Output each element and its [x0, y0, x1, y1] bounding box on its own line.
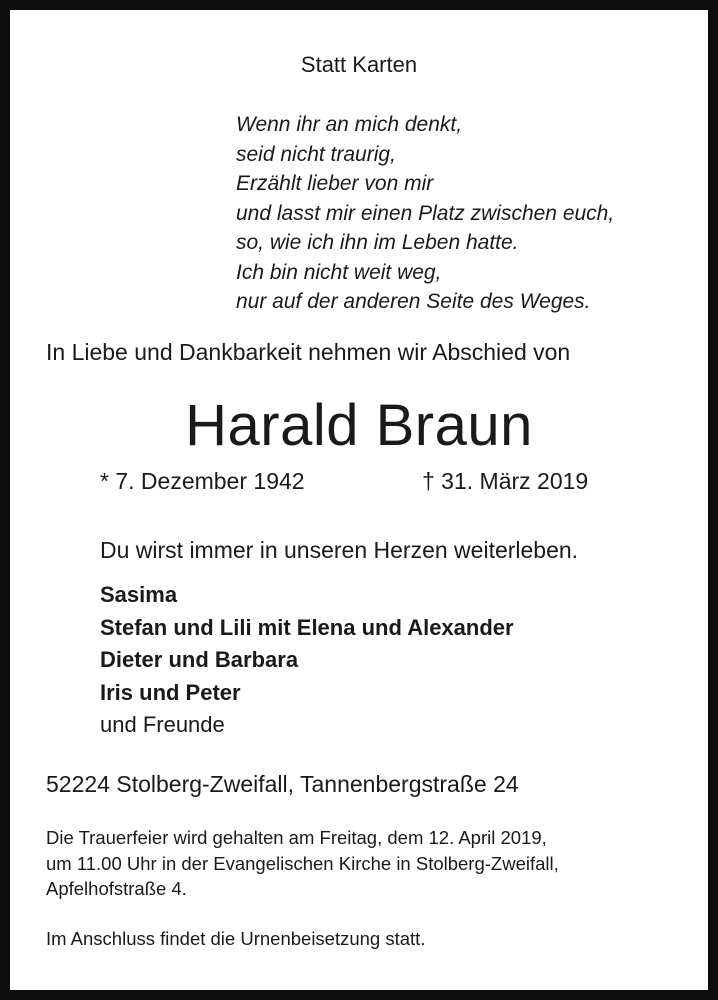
- mourner-name: Iris und Peter: [100, 679, 241, 705]
- intro-text: In Liebe und Dankbarkeit nehmen wir Abschied von: [46, 339, 571, 365]
- poem-line: und lasst mir einen Platz zwischen euch,: [236, 201, 615, 225]
- poem-line: nur auf der anderen Seite des Weges.: [236, 290, 591, 313]
- death-date: † 31. März 2019: [422, 468, 589, 494]
- mourner-name: Sasima: [100, 582, 178, 607]
- poem: [236, 110, 614, 317]
- urn-burial-info: Im Anschluss findet die Urnenbeisetzung statt.: [46, 928, 426, 949]
- poem-line: Erzählt lieber von mir: [236, 172, 434, 195]
- header-text: Statt Karten: [300, 52, 418, 77]
- ceremony-line: Apfelhofstraße 4.: [46, 878, 187, 899]
- poem-line: Ich bin nicht weit weg,: [236, 260, 442, 284]
- ceremony-info: [46, 825, 559, 902]
- header-statt-karten: [0, 52, 718, 78]
- birth-date: * 7. Dezember 1942: [100, 468, 305, 494]
- mourner-name: Dieter und Barbara: [100, 647, 299, 672]
- address: 52224 Stolberg-Zweifall, Tannenbergstraße 24: [46, 771, 519, 797]
- ceremony-line: Die Trauerfeier wird gehalten am Freitag, dem 12. April 2019,: [46, 827, 547, 848]
- mourners-extra: und Freunde: [100, 712, 225, 737]
- ceremony-line: um 11.00 Uhr in der Evangelischen Kirche in Stolberg-Zweifall,: [46, 852, 559, 874]
- deceased-name: Harald Braun: [185, 393, 533, 458]
- poem-line: Wenn ihr an mich denkt,: [236, 113, 463, 136]
- mourner-name: Stefan und Lili mit Elena und Alexander: [100, 614, 514, 640]
- mourners-list: [100, 579, 514, 742]
- poem-line: seid nicht traurig,: [236, 142, 396, 166]
- motto-text: Du wirst immer in unseren Herzen weiterleben.: [100, 537, 579, 563]
- poem-line: so, wie ich ihn im Leben hatte.: [236, 231, 519, 254]
